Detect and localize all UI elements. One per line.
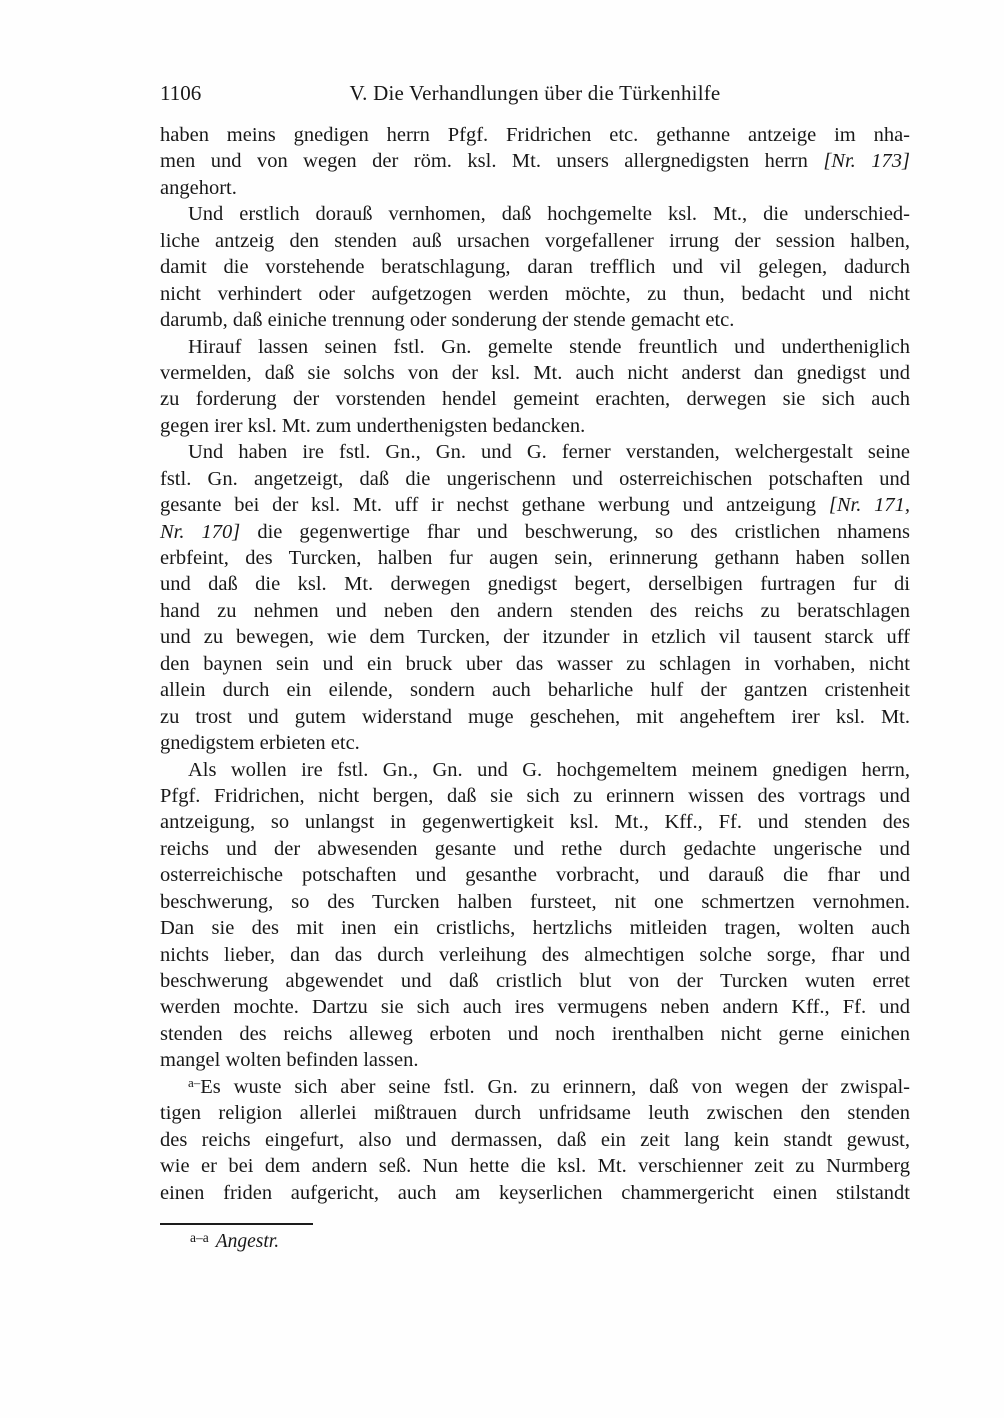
text-segment: gnedigstem erbieten etc. xyxy=(160,732,360,755)
text-segment: stenden des reichs alleweg erboten und noch irenthalben nicht gerne einichen xyxy=(160,1022,910,1045)
text-segment: Hirauf lassen seinen fstl. Gn. gemelte stende freuntlich und undertheniglich xyxy=(188,335,910,358)
text-segment: erbfeint, des Turcken, halben fur augen sein, erinnerung gethann haben sollen xyxy=(160,547,910,569)
paragraph xyxy=(160,1074,910,1206)
text-line xyxy=(160,836,910,862)
text-line xyxy=(160,783,910,809)
text-line xyxy=(160,122,910,148)
text-segment: Pfgf. Fridrichen, nicht bergen, daß sie sich zu erinnern wissen des vortrags und xyxy=(160,784,910,807)
text-line xyxy=(160,519,910,545)
text-segment: nicht verhindert oder aufgetzogen werden möchte, zu thun, bedacht und nicht xyxy=(160,282,910,305)
text-line xyxy=(160,942,910,968)
text-line xyxy=(160,862,910,888)
text-column xyxy=(160,80,910,1254)
text-segment: allein durch ein eilende, sondern auch beharliche hulf der gantzen cristenheit xyxy=(160,679,910,702)
paragraph xyxy=(160,757,910,1074)
text-line xyxy=(160,334,910,360)
text-line xyxy=(160,1153,910,1179)
text-line xyxy=(160,704,910,730)
text-line xyxy=(160,624,910,650)
text-segment: Als wollen ire fstl. Gn., Gn. und G. hochgemeltem meinem gnedigen herrn, xyxy=(188,758,910,781)
text-line xyxy=(160,175,910,201)
text-segment: einen friden aufgericht, auch am keyserlichen chammergericht einen stilstandt xyxy=(160,1181,910,1204)
text-segment: vermelden, daß sie solchs von der ksl. Mt. auch nicht anderst dan gnedigst und xyxy=(160,361,910,384)
text-segment: die gegenwertige fhar und beschwerung, so des cristlichen nhamens xyxy=(240,520,910,543)
text-segment: angehort. xyxy=(160,176,237,199)
text-segment: antzeigung, so unlangst in gegenwertigkeit ksl. Mt., Kff., Ff. und stenden des xyxy=(160,811,910,834)
paragraph xyxy=(160,334,910,440)
text-line xyxy=(160,730,910,756)
text-segment: nichts lieber, dan das durch verleihung des almechtigen solche sorge, fhar und xyxy=(160,943,910,966)
text-line xyxy=(160,1180,910,1206)
text-line xyxy=(160,466,910,492)
running-title: V. Die Verhandlungen über die Türkenhilfe xyxy=(349,81,721,105)
text-line xyxy=(160,915,910,941)
text-line xyxy=(160,1074,910,1100)
text-line xyxy=(160,492,910,518)
text-segment: des reichs eingefurt, also und dermassen, daß ein zeit lang kein standt gewust, xyxy=(160,1128,910,1151)
paragraph xyxy=(160,122,910,201)
text-segment: den baynen sein und ein bruck uber das wasser zu schlagen in vorhaben, nicht xyxy=(160,652,910,675)
text-line xyxy=(160,413,910,439)
text-line xyxy=(160,307,910,333)
text-segment: men und von wegen der röm. ksl. Mt. unsers allergnedigsten herrn xyxy=(160,150,824,173)
text-line xyxy=(160,677,910,703)
text-line xyxy=(160,968,910,994)
text-line xyxy=(160,281,910,307)
text-line xyxy=(160,994,910,1020)
text-line xyxy=(160,360,910,386)
text-segment: gegen irer ksl. Mt. zum underthenigsten bedancken. xyxy=(160,414,586,437)
text-line xyxy=(160,254,910,280)
text-segment: darumb, daß einiche trennung oder sonderung der stende gemacht etc. xyxy=(160,309,735,332)
footnote-marker: a–a xyxy=(190,1229,209,1245)
text-line xyxy=(160,651,910,677)
text-segment: fstl. Gn. angetzeigt, daß die ungerischenn und osterreichischen potschaften und xyxy=(160,467,910,490)
footnote-anchor-marker: a– xyxy=(188,1074,201,1090)
text-segment: Es wuste sich aber seine fstl. Gn. zu erinnern, daß von wegen der zwispal- xyxy=(200,1075,910,1098)
reference-italic: Nr. 170] xyxy=(160,520,241,543)
text-segment: Und haben ire fstl. Gn., Gn. und G. ferner verstanden, welchergestalt seine xyxy=(188,441,910,464)
text-segment: mangel wolten befinden lassen. xyxy=(160,1049,419,1072)
reference-italic: [Nr. 173] xyxy=(823,150,910,173)
paragraph xyxy=(160,439,910,756)
text-segment: Dan sie des mit inen ein cristlichs, hertzlichs mitleiden tragen, wolten auch xyxy=(160,917,910,940)
text-segment: osterreichische potschaften und gesanthe vorbracht, und darauß die fhar und xyxy=(160,864,910,887)
text-segment: werden mochte. Dartzu sie sich auch ires vermugens neben andern Kff., Ff. und xyxy=(160,996,910,1019)
page-number: 1106 xyxy=(160,81,202,105)
text-line xyxy=(160,1127,910,1153)
text-line xyxy=(160,809,910,835)
page-header xyxy=(160,80,910,106)
text-line xyxy=(160,1047,910,1073)
text-segment: zu forderung der vorstenden hendel gemeint erachten, derwegen sie sich auch xyxy=(160,388,910,411)
text-segment: tigen religion allerlei mißtrauen durch unfridsame leuth zwischen den stenden xyxy=(160,1102,910,1125)
text-segment: haben meins gnedigen herrn Pfgf. Fridrichen etc. gethanne antzeige im nha- xyxy=(160,124,910,146)
text-segment: Und erstlich dorauß vernhomen, daß hochgemelte ksl. Mt., die underschied- xyxy=(188,203,910,226)
footnote xyxy=(160,1230,910,1254)
text-line xyxy=(160,439,910,465)
text-line xyxy=(160,757,910,783)
text-segment: wie er bei dem andern seß. Nun hette die ksl. Mt. verschienner zeit zu Nurmberg xyxy=(160,1155,910,1178)
text-line xyxy=(160,201,910,227)
text-line xyxy=(160,571,910,597)
text-segment: zu trost und gutem widerstand muge geschehen, mit angeheftem irer ksl. Mt. xyxy=(160,705,910,728)
text-segment: beschwerung, so des Turcken halben fursteet, nit one schmertzen vernohmen. xyxy=(160,890,910,913)
body-text xyxy=(160,122,910,1206)
text-segment: hand zu nehmen und neben den andern stenden des reichs zu beratschlagen xyxy=(160,599,910,622)
paragraph xyxy=(160,201,910,333)
text-segment: beschwerung abgewendet und daß cristlich blut von der Turcken wuten erret xyxy=(160,970,910,992)
text-line xyxy=(160,889,910,915)
text-segment: und daß die ksl. Mt. derwegen gnedigst begert, derselbigen furtragen fur di xyxy=(160,573,910,596)
footnote-separator xyxy=(160,1223,313,1225)
text-segment: und zu bewegen, wie dem Turcken, der itzunder in etzlich vil tausent starck uff xyxy=(160,626,910,649)
footnote-section xyxy=(160,1223,910,1254)
text-segment: liche antzeig den stenden auß ursachen vorgefallener irrung der session halben, xyxy=(160,229,910,252)
text-line xyxy=(160,598,910,624)
text-line xyxy=(160,1100,910,1126)
reference-italic: [Nr. 171, xyxy=(828,494,911,517)
text-line xyxy=(160,228,910,254)
text-segment: gesante bei der ksl. Mt. uff ir nechst gethane werbung und antzeigung xyxy=(160,494,829,517)
text-line xyxy=(160,545,910,571)
text-segment: damit die vorstehende beratschlagung, daran trefflich und vil gelegen, dadurch xyxy=(160,256,910,279)
footnote-text: Angestr. xyxy=(215,1230,280,1252)
text-line xyxy=(160,148,910,174)
text-line xyxy=(160,386,910,412)
text-line xyxy=(160,1021,910,1047)
text-segment: reichs und der abwesenden gesante und rethe durch gedachte ungerische und xyxy=(160,837,910,860)
